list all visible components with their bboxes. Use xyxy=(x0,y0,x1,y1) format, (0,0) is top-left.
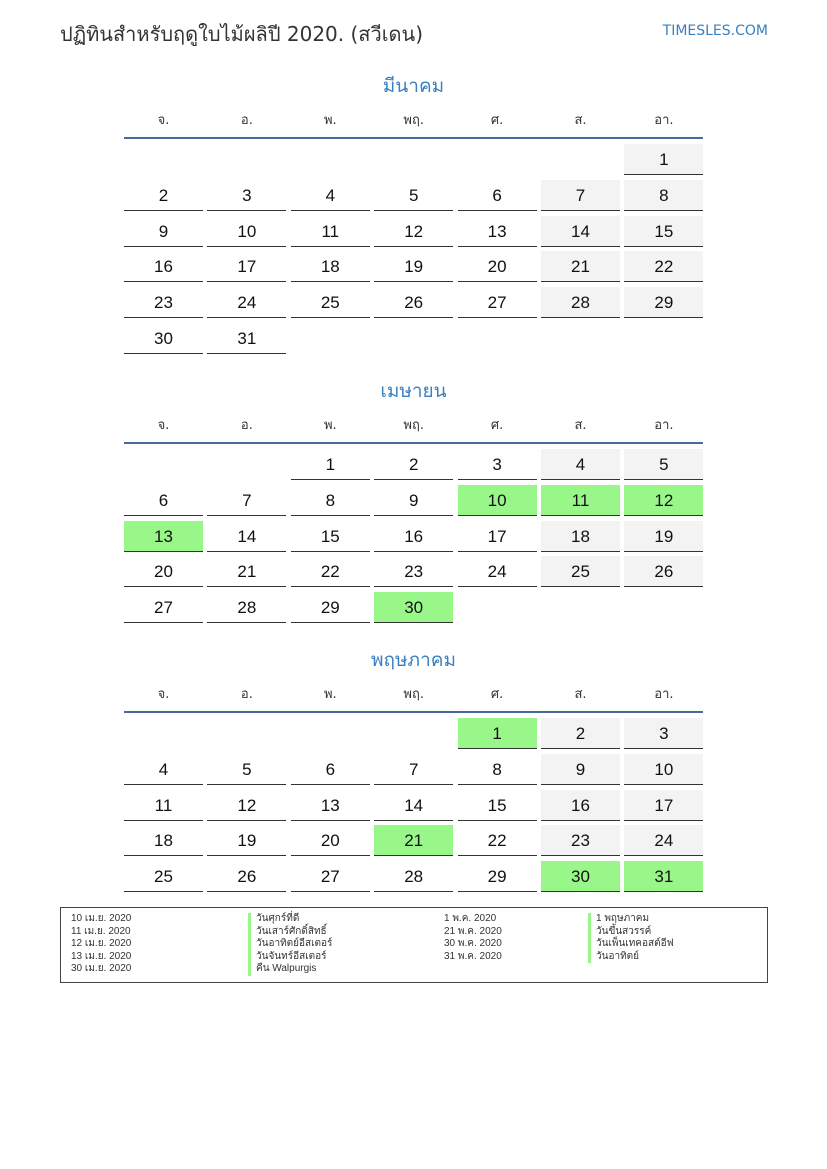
legend-date: 10 เม.ย. 2020 xyxy=(71,913,132,924)
day-cell[interactable]: 14 xyxy=(374,790,453,821)
day-cell[interactable]: 15 xyxy=(624,216,703,247)
day-cell[interactable]: 28 xyxy=(541,287,620,318)
header-divider xyxy=(124,137,703,139)
day-cell[interactable]: 3 xyxy=(207,180,286,211)
day-cell[interactable]: 23 xyxy=(541,825,620,856)
header-divider xyxy=(124,711,703,713)
day-cell[interactable]: 1 xyxy=(624,144,703,175)
legend-date: 11 เม.ย. 2020 xyxy=(71,925,131,937)
day-cell[interactable]: 23 xyxy=(374,556,453,587)
weekday-label: ศ. xyxy=(490,687,504,702)
day-cell[interactable]: 16 xyxy=(374,521,453,552)
day-cell[interactable]: 26 xyxy=(374,287,453,318)
weekday-label: อา. xyxy=(654,113,674,128)
day-cell[interactable]: 19 xyxy=(374,251,453,282)
day-cell[interactable]: 27 xyxy=(291,861,370,892)
weekday-label: จ. xyxy=(157,113,170,128)
day-cell[interactable]: 9 xyxy=(541,754,620,785)
day-cell[interactable]: 6 xyxy=(124,485,203,516)
day-cell[interactable]: 8 xyxy=(458,754,537,785)
day-cell[interactable]: 4 xyxy=(124,754,203,785)
weekday-label: ศ. xyxy=(490,113,504,128)
day-cell[interactable]: 11 xyxy=(124,790,203,821)
day-cell[interactable]: 9 xyxy=(124,216,203,247)
day-cell[interactable]: 19 xyxy=(207,825,286,856)
day-cell[interactable]: 13 xyxy=(124,521,203,552)
day-cell[interactable]: 15 xyxy=(291,521,370,552)
legend-holiday-name: วันเสาร์ศักดิ์สิทธิ์ xyxy=(248,926,332,939)
day-cell[interactable]: 7 xyxy=(541,180,620,211)
day-cell[interactable]: 24 xyxy=(207,287,286,318)
legend-holiday-name: คืน Walpurgis xyxy=(248,963,332,976)
day-cell[interactable]: 20 xyxy=(124,556,203,587)
day-cell[interactable]: 8 xyxy=(291,485,370,516)
legend-date: 21 พ.ค. 2020 xyxy=(444,925,502,937)
day-cell[interactable]: 26 xyxy=(207,861,286,892)
day-cell[interactable]: 24 xyxy=(458,556,537,587)
day-cell[interactable]: 29 xyxy=(291,592,370,623)
day-cell[interactable]: 10 xyxy=(624,754,703,785)
weekday-label: อา. xyxy=(654,687,674,702)
day-cell[interactable]: 15 xyxy=(458,790,537,821)
day-cell[interactable]: 22 xyxy=(458,825,537,856)
day-cell[interactable]: 21 xyxy=(207,556,286,587)
day-cell[interactable]: 5 xyxy=(624,449,703,480)
day-cell[interactable]: 30 xyxy=(124,323,203,354)
holiday-legend xyxy=(60,907,768,983)
weekday-label: ส. xyxy=(574,113,587,128)
day-cell[interactable]: 10 xyxy=(458,485,537,516)
weekday-label: พ. xyxy=(323,113,337,128)
day-cell[interactable]: 30 xyxy=(541,861,620,892)
day-cell[interactable]: 20 xyxy=(458,251,537,282)
day-cell[interactable]: 11 xyxy=(291,216,370,247)
page-title: ปฏิทินสำหรับฤดูใบไม้ผลิปี 2020. (สวีเดน) xyxy=(60,22,424,46)
day-cell[interactable]: 18 xyxy=(124,825,203,856)
header-divider xyxy=(124,442,703,444)
legend-date: 12 เม.ย. 2020 xyxy=(71,938,132,949)
day-cell[interactable]: 22 xyxy=(624,251,703,282)
day-cell[interactable]: 25 xyxy=(124,861,203,892)
day-cell[interactable]: 27 xyxy=(124,592,203,623)
legend-date: 30 เม.ย. 2020 xyxy=(71,963,132,974)
weekday-label: พฤ. xyxy=(403,687,424,702)
legend-date: 31 พ.ค. 2020 xyxy=(444,950,502,962)
legend-holiday-name: วันศุกร์ที่ดี xyxy=(248,913,332,926)
day-cell[interactable]: 6 xyxy=(458,180,537,211)
weekday-label: อ. xyxy=(240,113,253,128)
day-cell[interactable]: 19 xyxy=(624,521,703,552)
day-cell[interactable]: 23 xyxy=(124,287,203,318)
weekday-label: อา. xyxy=(654,418,674,433)
day-cell[interactable]: 6 xyxy=(291,754,370,785)
day-cell[interactable]: 8 xyxy=(624,180,703,211)
day-cell[interactable]: 14 xyxy=(541,216,620,247)
day-cell[interactable]: 4 xyxy=(541,449,620,480)
day-cell[interactable]: 25 xyxy=(541,556,620,587)
month-title: เมษายน xyxy=(380,380,447,402)
day-cell[interactable]: 3 xyxy=(458,449,537,480)
weekday-label: จ. xyxy=(157,418,170,433)
day-cell[interactable]: 21 xyxy=(541,251,620,282)
day-cell[interactable]: 7 xyxy=(374,754,453,785)
day-cell[interactable]: 12 xyxy=(624,485,703,516)
weekday-label: จ. xyxy=(157,687,170,702)
day-cell[interactable]: 14 xyxy=(207,521,286,552)
legend-date: 13 เม.ย. 2020 xyxy=(71,950,132,962)
weekday-label: พฤ. xyxy=(403,418,424,433)
legend-holiday-name: วันเพ็นเทคอสต์อีฟ xyxy=(588,938,674,951)
legend-holiday-name: วันจันทร์อีสเตอร์ xyxy=(248,951,332,964)
day-cell[interactable]: 25 xyxy=(291,287,370,318)
day-cell[interactable]: 13 xyxy=(291,790,370,821)
weekday-label: อ. xyxy=(240,687,253,702)
day-cell[interactable]: 18 xyxy=(541,521,620,552)
day-cell[interactable]: 5 xyxy=(374,180,453,211)
legend-date: 30 พ.ค. 2020 xyxy=(444,938,502,949)
day-cell[interactable]: 30 xyxy=(374,592,453,623)
day-cell[interactable]: 12 xyxy=(207,790,286,821)
legend-holiday-name: วันอาทิตย์อีสเตอร์ xyxy=(248,938,332,951)
weekday-label: พ. xyxy=(323,418,337,433)
weekday-label: ส. xyxy=(574,418,587,433)
day-cell[interactable]: 1 xyxy=(458,718,537,749)
weekday-label: พฤ. xyxy=(403,113,424,128)
day-cell[interactable]: 26 xyxy=(624,556,703,587)
legend-date: 1 พ.ค. 2020 xyxy=(444,913,497,924)
day-cell[interactable]: 4 xyxy=(291,180,370,211)
weekday-label: พ. xyxy=(323,687,337,702)
day-cell[interactable]: 24 xyxy=(624,825,703,856)
day-cell[interactable]: 28 xyxy=(207,592,286,623)
day-cell[interactable]: 18 xyxy=(291,251,370,282)
day-cell[interactable]: 2 xyxy=(541,718,620,749)
day-cell[interactable]: 27 xyxy=(458,287,537,318)
day-cell[interactable]: 17 xyxy=(207,251,286,282)
day-cell[interactable]: 17 xyxy=(624,790,703,821)
day-cell[interactable]: 9 xyxy=(374,485,453,516)
legend-holiday-name: วันอาทิตย์ xyxy=(588,951,674,964)
day-cell[interactable]: 21 xyxy=(374,825,453,856)
day-cell[interactable]: 17 xyxy=(458,521,537,552)
month-title: มีนาคม xyxy=(382,75,445,97)
legend-holiday-name: 1 พฤษภาคม xyxy=(588,913,674,926)
legend-holiday-name: วันขึ้นสวรรค์ xyxy=(588,926,674,939)
weekday-label: ศ. xyxy=(490,418,504,433)
day-cell[interactable]: 12 xyxy=(374,216,453,247)
day-cell[interactable]: 10 xyxy=(207,216,286,247)
day-cell[interactable]: 22 xyxy=(291,556,370,587)
day-cell[interactable]: 1 xyxy=(291,449,370,480)
day-cell[interactable]: 7 xyxy=(207,485,286,516)
day-cell[interactable]: 31 xyxy=(207,323,286,354)
day-cell[interactable]: 20 xyxy=(291,825,370,856)
brand-link[interactable]: TIMESLES.COM xyxy=(662,23,768,39)
day-cell[interactable]: 29 xyxy=(458,861,537,892)
weekday-label: ส. xyxy=(574,687,587,702)
day-cell[interactable]: 28 xyxy=(374,861,453,892)
day-cell[interactable]: 2 xyxy=(124,180,203,211)
day-cell[interactable]: 11 xyxy=(541,485,620,516)
month-title: พฤษภาคม xyxy=(371,649,456,671)
day-cell[interactable]: 16 xyxy=(124,251,203,282)
weekday-label: อ. xyxy=(240,418,253,433)
day-cell[interactable]: 3 xyxy=(624,718,703,749)
day-cell[interactable]: 5 xyxy=(207,754,286,785)
day-cell[interactable]: 29 xyxy=(624,287,703,318)
day-cell[interactable]: 13 xyxy=(458,216,537,247)
day-cell[interactable]: 16 xyxy=(541,790,620,821)
day-cell[interactable]: 31 xyxy=(624,861,703,892)
day-cell[interactable]: 2 xyxy=(374,449,453,480)
